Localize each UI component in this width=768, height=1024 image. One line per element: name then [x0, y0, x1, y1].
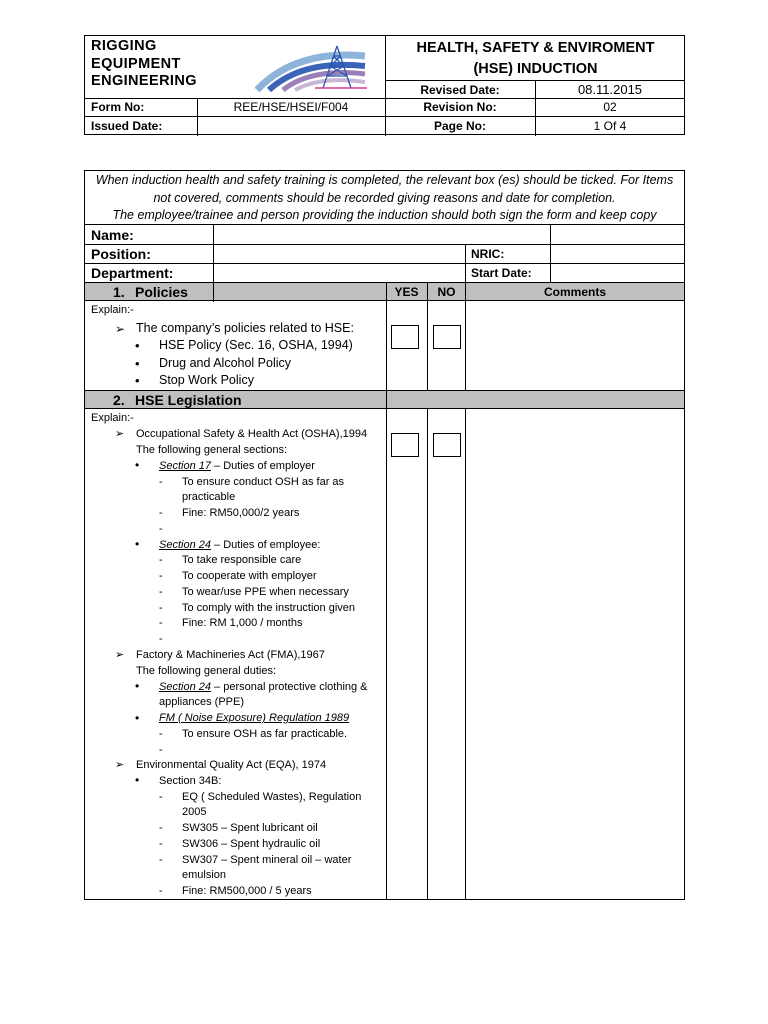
dash: -: [159, 523, 163, 535]
induction-form: [84, 170, 685, 900]
dash: -: [159, 728, 163, 740]
section-number: 2.: [113, 392, 125, 408]
dash: -: [159, 838, 163, 850]
document-header: [84, 35, 685, 135]
department-label: Department:: [91, 265, 174, 281]
list-item: To comply with the instruction given: [182, 602, 356, 614]
dash: -: [159, 570, 163, 582]
divider: [427, 282, 428, 900]
section-number: 1.: [113, 284, 125, 300]
arrow-bullet-icon: ➢: [115, 322, 126, 336]
explain-label: Explain:-: [91, 304, 134, 316]
list-item: To ensure conduct OSH as far as: [182, 476, 345, 488]
list-item: SW307 – Spent mineral oil – water: [182, 854, 352, 866]
eqa-section: Section 34B:: [159, 775, 222, 787]
list-item: Fine: RM 1,000 / months: [182, 617, 303, 629]
fma-title: Factory & Machineries Act (FMA),1967: [136, 649, 325, 661]
list-item: 2005: [182, 806, 207, 818]
arrow-bullet-icon: ➢: [115, 759, 125, 771]
list-item: HSE Policy (Sec. 16, OSHA, 1994): [159, 338, 353, 352]
divider: [465, 244, 466, 283]
bullet-icon: •: [135, 356, 140, 371]
list-item: To cooperate with employer: [182, 570, 317, 582]
list-item: Fine: RM500,000 / 5 years: [182, 885, 312, 897]
dash: -: [159, 586, 163, 598]
osha-subtitle: The following general sections:: [136, 444, 288, 456]
divider: [213, 225, 214, 283]
page-no-label: Page No:: [433, 119, 486, 133]
instructions: When induction health and safety training is completed, the relevant box (es) should be ticked. For Items not covered, comments should be recorded giving reasons and date for completion. The employee/trainee and person providing the induction should both sign the form and keep copy: [85, 171, 684, 225]
sec17-heading: Section 17 – Duties of employer: [159, 460, 315, 472]
revised-date-label: Revised Date:: [420, 83, 500, 97]
list-item: EQ ( Scheduled Wastes), Regulation: [182, 791, 362, 803]
list-item: Fine: RM50,000/2 years: [182, 507, 300, 519]
explain-label: Explain:-: [91, 412, 134, 424]
page-no-value: 1 Of 4: [593, 119, 627, 133]
name-label: Name:: [91, 227, 134, 243]
osha-title: Occupational Safety & Health Act (OSHA),1994: [136, 428, 368, 440]
company-logo: [255, 42, 371, 92]
divider: [386, 282, 387, 900]
list-item: appliances (PPE): [159, 696, 244, 708]
bullet-icon: •: [135, 458, 140, 472]
list-item: Stop Work Policy: [159, 373, 254, 387]
yes-column-header: YES: [394, 285, 419, 299]
dash: -: [159, 791, 163, 803]
dash: -: [159, 602, 163, 614]
list-item: To wear/use PPE when necessary: [182, 586, 349, 598]
no-column-header: NO: [437, 285, 456, 299]
fma-subtitle: The following general duties:: [136, 665, 277, 677]
arrow-bullet-icon: ➢: [115, 428, 125, 440]
noise-regulation: FM ( Noise Exposure) Regulation 1989: [159, 712, 350, 724]
list-item: SW306 – Spent hydraulic oil: [182, 838, 321, 850]
issued-date-value: [197, 117, 385, 135]
arrow-bullet-icon: ➢: [115, 649, 125, 661]
dash: -: [159, 744, 163, 756]
dash: -: [159, 822, 163, 834]
dash: -: [159, 633, 163, 645]
bullet-icon: •: [135, 773, 140, 787]
divider: [85, 244, 684, 245]
list-item: To take responsible care: [182, 554, 302, 566]
dash: -: [159, 554, 163, 566]
section-title: Policies: [135, 284, 188, 300]
revision-no-value: 02: [603, 100, 617, 114]
dash: -: [159, 885, 163, 897]
bullet-icon: •: [135, 711, 140, 725]
policies-no-checkbox[interactable]: [433, 325, 461, 349]
list-item: SW305 – Spent lubricant oil: [182, 822, 318, 834]
section-title: HSE Legislation: [135, 392, 242, 408]
issued-date-label: Issued Date:: [91, 119, 163, 133]
fma-sec24-heading: Section 24 – personal protective clothing &: [159, 681, 368, 693]
eqa-title: Environmental Quality Act (EQA), 1974: [136, 759, 327, 771]
bullet-icon: •: [135, 373, 140, 388]
form-no-label: Form No:: [91, 100, 145, 114]
legislation-no-checkbox[interactable]: [433, 433, 461, 457]
document-title: HEALTH, SAFETY & ENVIROMENT (HSE) INDUCTION: [385, 36, 685, 81]
form-no-value: REE/HSE/HSEI/F004: [233, 100, 349, 114]
bullet-icon: •: [135, 537, 140, 551]
sec24-heading: Section 24 – Duties of employee:: [159, 539, 321, 551]
comments-column-header: Comments: [543, 285, 606, 299]
dash: -: [159, 476, 163, 488]
dash: -: [159, 854, 163, 866]
policies-yes-checkbox[interactable]: [391, 325, 419, 349]
company-name: RIGGING EQUIPMENT ENGINEERING: [91, 38, 197, 89]
dash: -: [159, 617, 163, 629]
list-item: To ensure OSH as far practicable.: [182, 728, 348, 740]
policy-intro: The company’s policies related to HSE:: [136, 321, 354, 335]
list-item: emulsion: [182, 869, 227, 881]
revision-no-label: Revision No:: [423, 100, 497, 114]
divider: [213, 282, 214, 302]
list-item: Drug and Alcohol Policy: [159, 356, 292, 370]
legislation-yes-checkbox[interactable]: [391, 433, 419, 457]
bullet-icon: •: [135, 679, 140, 693]
list-item: practicable: [182, 491, 236, 503]
revised-date-value: 08.11.2015: [577, 82, 643, 97]
dash: -: [159, 507, 163, 519]
start-date-label: Start Date:: [471, 266, 532, 280]
divider: [550, 225, 551, 283]
divider: [465, 282, 466, 900]
bullet-icon: •: [135, 338, 140, 353]
position-label: Position:: [91, 246, 151, 262]
nric-label: NRIC:: [471, 247, 505, 261]
divider: [85, 263, 684, 264]
